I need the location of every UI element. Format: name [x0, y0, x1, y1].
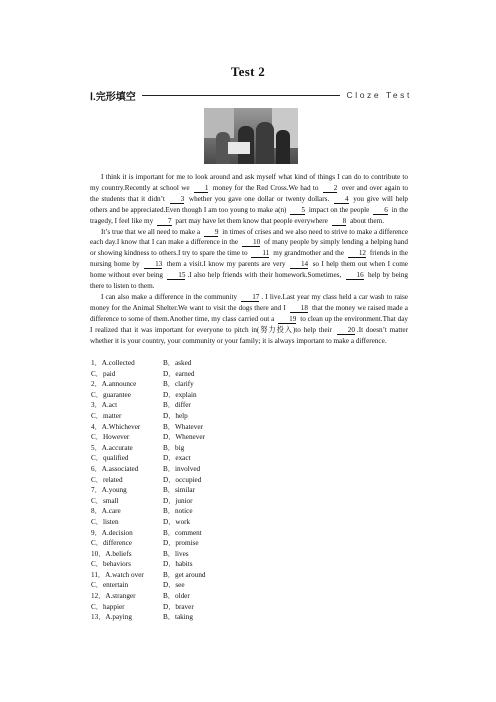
option-right: D．junior — [163, 496, 193, 505]
option-right: D．earned — [163, 369, 195, 378]
option-left: C．entertain — [91, 581, 129, 590]
option-right: B．notice — [163, 507, 193, 516]
option-row — [91, 602, 291, 613]
blank-11: 11 — [251, 249, 269, 258]
option-row — [91, 538, 291, 549]
blank-7: 7 — [157, 217, 172, 226]
option-left: C．However — [91, 433, 130, 442]
cloze-passage — [90, 172, 408, 347]
passage-text: impact on the people — [306, 205, 372, 214]
option-left: 8．A.care — [91, 507, 121, 516]
option-right: D．Whenever — [163, 433, 205, 442]
option-right: B．similar — [163, 486, 195, 495]
option-row — [91, 506, 291, 517]
option-left: C．small — [91, 496, 119, 505]
blank-16: 16 — [346, 271, 364, 280]
option-right: D．explain — [163, 390, 197, 399]
passage-text: that the money we raised made a difference to some of them.Another time, my class carried out a — [90, 303, 408, 323]
passage-text: in the tragedy, I feel like my — [90, 205, 409, 225]
option-row — [91, 591, 291, 602]
passage-text: of many people by simply lending a helping hand or showing kindness to others.I try to spare the time to — [90, 238, 408, 258]
passage-text: part may have let them know that people everywhere — [173, 216, 330, 225]
option-left: 6．A.associated — [91, 464, 139, 473]
option-row — [91, 517, 291, 528]
option-right: B．older — [163, 592, 190, 601]
option-right: B．get around — [163, 570, 206, 579]
passage-text: I think it is important for me to look around and ask myself what kind of things I can do to contribute to my country.Recently at school we — [90, 173, 408, 192]
option-right: D．habits — [163, 560, 193, 569]
blank-20: 20 — [337, 326, 355, 335]
blank-9: 9 — [204, 228, 219, 237]
option-right: D．help — [163, 411, 188, 420]
blank-3: 3 — [170, 195, 185, 204]
option-right: B．involved — [163, 464, 201, 473]
passage-text: over and over again to the students that it didn’t — [90, 183, 409, 203]
option-row — [91, 379, 291, 390]
option-left: 13．A.paying — [91, 613, 132, 622]
passage-text: .I also help friends with their homework.Sometimes, — [187, 271, 344, 280]
section-english-label: Cloze Test — [346, 90, 412, 100]
option-left: 12．A.stranger — [91, 592, 136, 601]
option-row — [91, 369, 291, 380]
option-row — [91, 485, 291, 496]
option-row — [91, 475, 291, 486]
option-left: 3．A.act — [91, 401, 118, 410]
option-left: 7．A.young — [91, 486, 127, 495]
option-left: C．listen — [91, 517, 119, 526]
option-row — [91, 411, 291, 422]
option-right: B．comment — [163, 528, 202, 537]
option-row — [91, 612, 291, 623]
option-row — [91, 400, 291, 411]
passage-paragraph-2 — [90, 227, 408, 292]
option-right: D．exact — [163, 454, 191, 463]
passage-text: you give will help others and be appreciated.Even though I am too young to make a(n) — [90, 194, 408, 214]
option-row — [91, 496, 291, 507]
option-row — [91, 390, 291, 401]
passage-text: money for the Red Cross.We had to — [210, 183, 321, 192]
option-left: C．difference — [91, 539, 132, 548]
option-right: D．work — [163, 517, 191, 526]
passage-text: about them. — [348, 216, 384, 225]
option-left: 1．A.collected — [91, 359, 135, 367]
blank-15: 15 — [167, 271, 185, 280]
option-left: C．paid — [91, 369, 116, 378]
option-row — [91, 570, 291, 581]
section-label: Ⅰ.完形填空 — [90, 91, 136, 103]
blank-10: 10 — [242, 238, 260, 247]
option-left: C．related — [91, 475, 123, 484]
illustration-photo — [204, 108, 298, 164]
blank-5: 5 — [290, 206, 305, 215]
option-right: B．lives — [163, 549, 189, 558]
answer-options — [91, 358, 291, 623]
passage-text: . I live.Last year my class held a car wash to raise money for the Animal Shelter.We want to visit the dogs there and I — [90, 292, 408, 312]
option-left: C．guarantee — [91, 390, 131, 399]
blank-1: 1 — [194, 184, 209, 193]
option-row — [91, 464, 291, 475]
passage-paragraph-3 — [90, 292, 408, 347]
blank-8: 8 — [332, 217, 347, 226]
passage-paragraph-1 — [90, 172, 408, 227]
option-right: D．see — [163, 581, 185, 590]
option-left: 11．A.watch over — [91, 570, 144, 579]
option-right: B．asked — [163, 359, 192, 367]
option-row — [91, 549, 291, 560]
option-row — [91, 422, 291, 433]
blank-13: 13 — [144, 260, 162, 269]
option-right: B．taking — [163, 613, 193, 622]
section-divider — [142, 95, 341, 96]
option-right: B．big — [163, 443, 185, 452]
option-row — [91, 358, 291, 369]
passage-text: so I help them out when I come home without ever being — [90, 260, 408, 280]
option-row — [91, 580, 291, 591]
option-left: 10．A.beliefs — [91, 549, 132, 558]
option-row — [91, 528, 291, 539]
option-right: B．clarify — [163, 380, 194, 389]
passage-text: in times of crises and we also need to strive to make a difference each day.I know that I can make a difference in the — [90, 227, 408, 247]
option-left: C．matter — [91, 411, 122, 420]
option-row — [91, 559, 291, 570]
section-header — [90, 88, 412, 102]
passage-text: .It doesn’t matter whether it is your country, your community or your family; it is always important to make a difference. — [90, 325, 409, 345]
blank-14: 14 — [290, 260, 308, 269]
option-row — [91, 443, 291, 454]
option-right: D．braver — [163, 602, 194, 611]
passage-text: them a visit.I know my parents are very — [164, 260, 288, 269]
passage-text: It’s true that we all need to make a — [101, 227, 202, 236]
blank-12: 12 — [348, 249, 366, 258]
blank-19: 19 — [278, 315, 296, 324]
option-right: D．occupied — [163, 475, 202, 484]
option-left: C．behaviors — [91, 560, 131, 569]
blank-17: 17 — [241, 293, 259, 302]
option-row — [91, 453, 291, 464]
option-right: D．promise — [163, 539, 199, 548]
passage-text: I can also make a difference in the community — [101, 292, 240, 301]
option-right: B．differ — [163, 401, 191, 410]
option-left: 2．A.announce — [91, 380, 137, 389]
blank-2: 2 — [323, 184, 338, 193]
passage-text: friends in the nursing home by — [90, 249, 408, 269]
blank-6: 6 — [373, 206, 388, 215]
passage-text: help by being there to listen to them. — [90, 271, 408, 291]
option-left: C．qualified — [91, 454, 129, 463]
option-left: 9．A.decision — [91, 528, 133, 537]
passage-text: whether you gave one dollar or twenty dollars. — [186, 194, 332, 203]
passage-text: to clean up the environment.That day I realized that it was important for everyone to pitch in(努力投入)to help their — [90, 314, 408, 334]
blank-4: 4 — [334, 195, 349, 204]
option-row — [91, 432, 291, 443]
passage-text: my grandmother and the — [271, 249, 346, 258]
blank-18: 18 — [290, 304, 308, 313]
option-left: 4．A.Whichever — [91, 422, 141, 431]
option-left: 5．A.accurate — [91, 443, 133, 452]
option-left: C．happier — [91, 602, 125, 611]
page-title: Test 2 — [230, 64, 266, 79]
option-right: B．Whatever — [163, 422, 203, 431]
